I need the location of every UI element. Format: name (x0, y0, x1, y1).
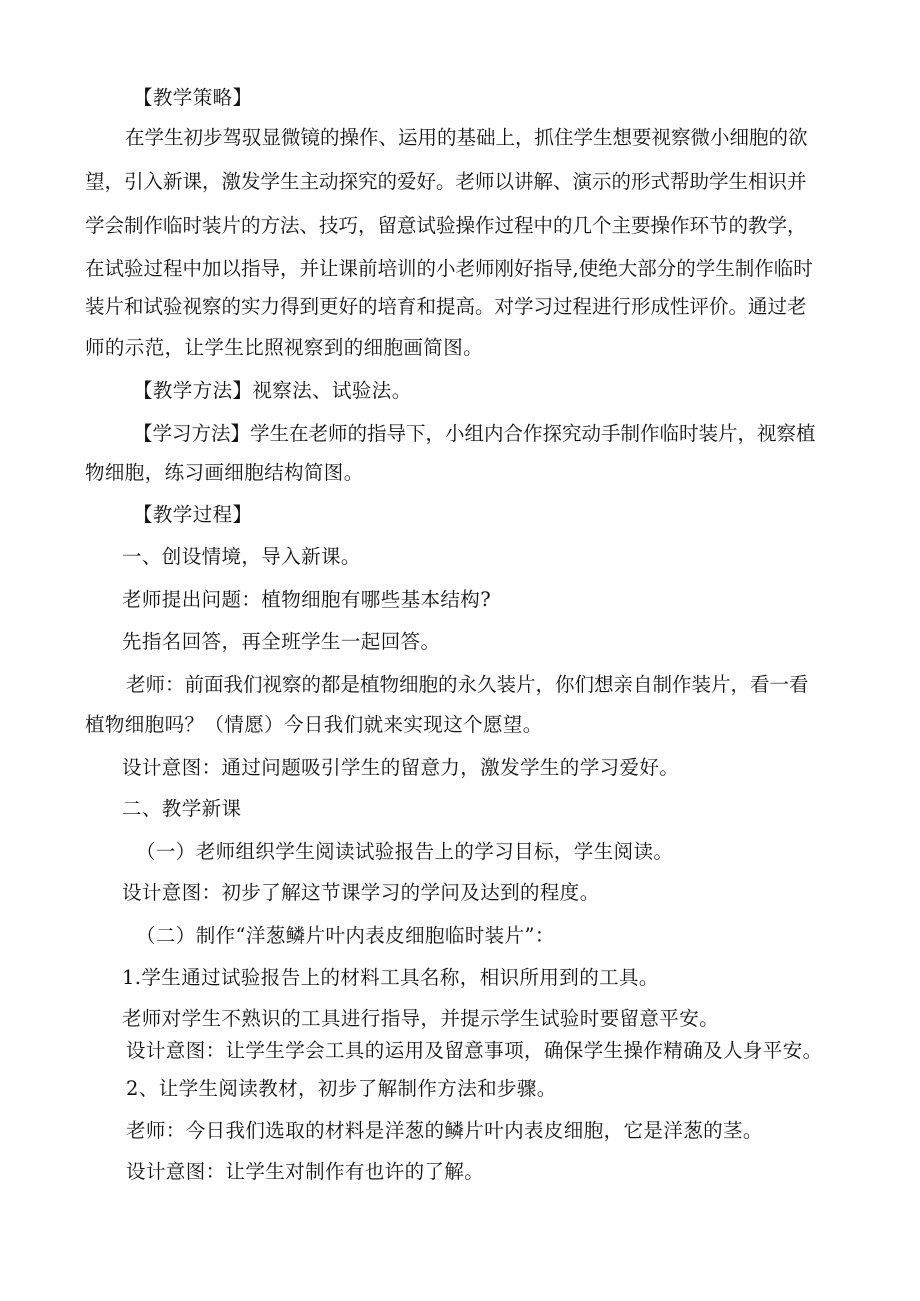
paragraph-line: 在试验过程中加以指导，并让课前培训的小老师刚好指导,使绝大部分的学生制作临时 (85, 257, 813, 280)
item1-intent: 设计意图：让学生学会工具的运用及留意事项，确保学生操作精确及人身平安。 (126, 1039, 823, 1062)
step1-title: 一、创设情境，导入新课。 (122, 545, 361, 568)
process-heading: 【教学过程】 (133, 503, 253, 526)
paragraph-line: 老师：前面我们视察的都是植物细胞的永久装片，你们想亲自制作装片，看一看 (126, 673, 809, 696)
step1-answer: 先指名回答，再全班学生一起回答。 (122, 630, 441, 653)
step2-sub1-intent: 设计意图：初步了解这节课学习的学问及达到的程度。 (122, 881, 600, 904)
teaching-method: 【教学方法】视察法、试验法。 (133, 379, 412, 402)
paragraph-line: 师的示范，让学生比照视察到的细胞画简图。 (85, 336, 484, 359)
paragraph-line: 植物细胞吗？（情愿）今日我们就来实现这个愿望。 (85, 713, 543, 736)
step1-intent: 设计意图：通过问题吸引学生的留意力，激发学生的学习爱好。 (122, 756, 680, 779)
step2-sub1: （一）老师组织学生阅读试验报告上的学习目标，学生阅读。 (136, 840, 674, 863)
paragraph-line: 【学习方法】学生在老师的指导下，小组内合作探究动手制作临时装片，视察植 (133, 422, 816, 445)
step2-title: 二、教学新课 (122, 797, 242, 820)
paragraph-line: 在学生初步驾驭显微镜的操作、运用的基础上，抓住学生想要视察微小细胞的欲 (125, 126, 808, 149)
paragraph-line: 学会制作临时装片的方法、技巧，留意试验操作过程中的几个主要操作环节的教学， (85, 214, 807, 237)
strategy-heading: 【教学策略】 (133, 86, 253, 109)
item2: 2、让学生阅读教材，初步了解制作方法和步骤。 (126, 1077, 557, 1100)
step1-question: 老师提出问题：植物细胞有哪些基本结构? (122, 588, 492, 611)
paragraph-line: 物细胞，练习画细胞结构简图。 (85, 461, 364, 484)
item1-teacher: 老师对学生不熟识的工具进行指导，并提示学生试验时要留意平安。 (122, 1007, 720, 1030)
item1: 1.学生通过试验报告上的材料工具名称，相识所用到的工具。 (122, 966, 659, 989)
paragraph-line: 望，引入新课，激发学生主动探究的爱好。老师以讲解、演示的形式帮助学生相识并 (85, 170, 807, 193)
item2-intent: 设计意图：让学生对制作有也许的了解。 (126, 1160, 485, 1183)
step2-sub2: （二）制作“洋葱鳞片叶内表皮细胞临时装片”： (136, 924, 555, 947)
paragraph-line: 装片和试验视察的实力得到更好的培育和提高。对学习过程进行形成性评价。通过老 (85, 295, 807, 318)
item2-teacher: 老师：今日我们选取的材料是洋葱的鳞片叶内表皮细胞，它是洋葱的茎。 (126, 1119, 763, 1142)
